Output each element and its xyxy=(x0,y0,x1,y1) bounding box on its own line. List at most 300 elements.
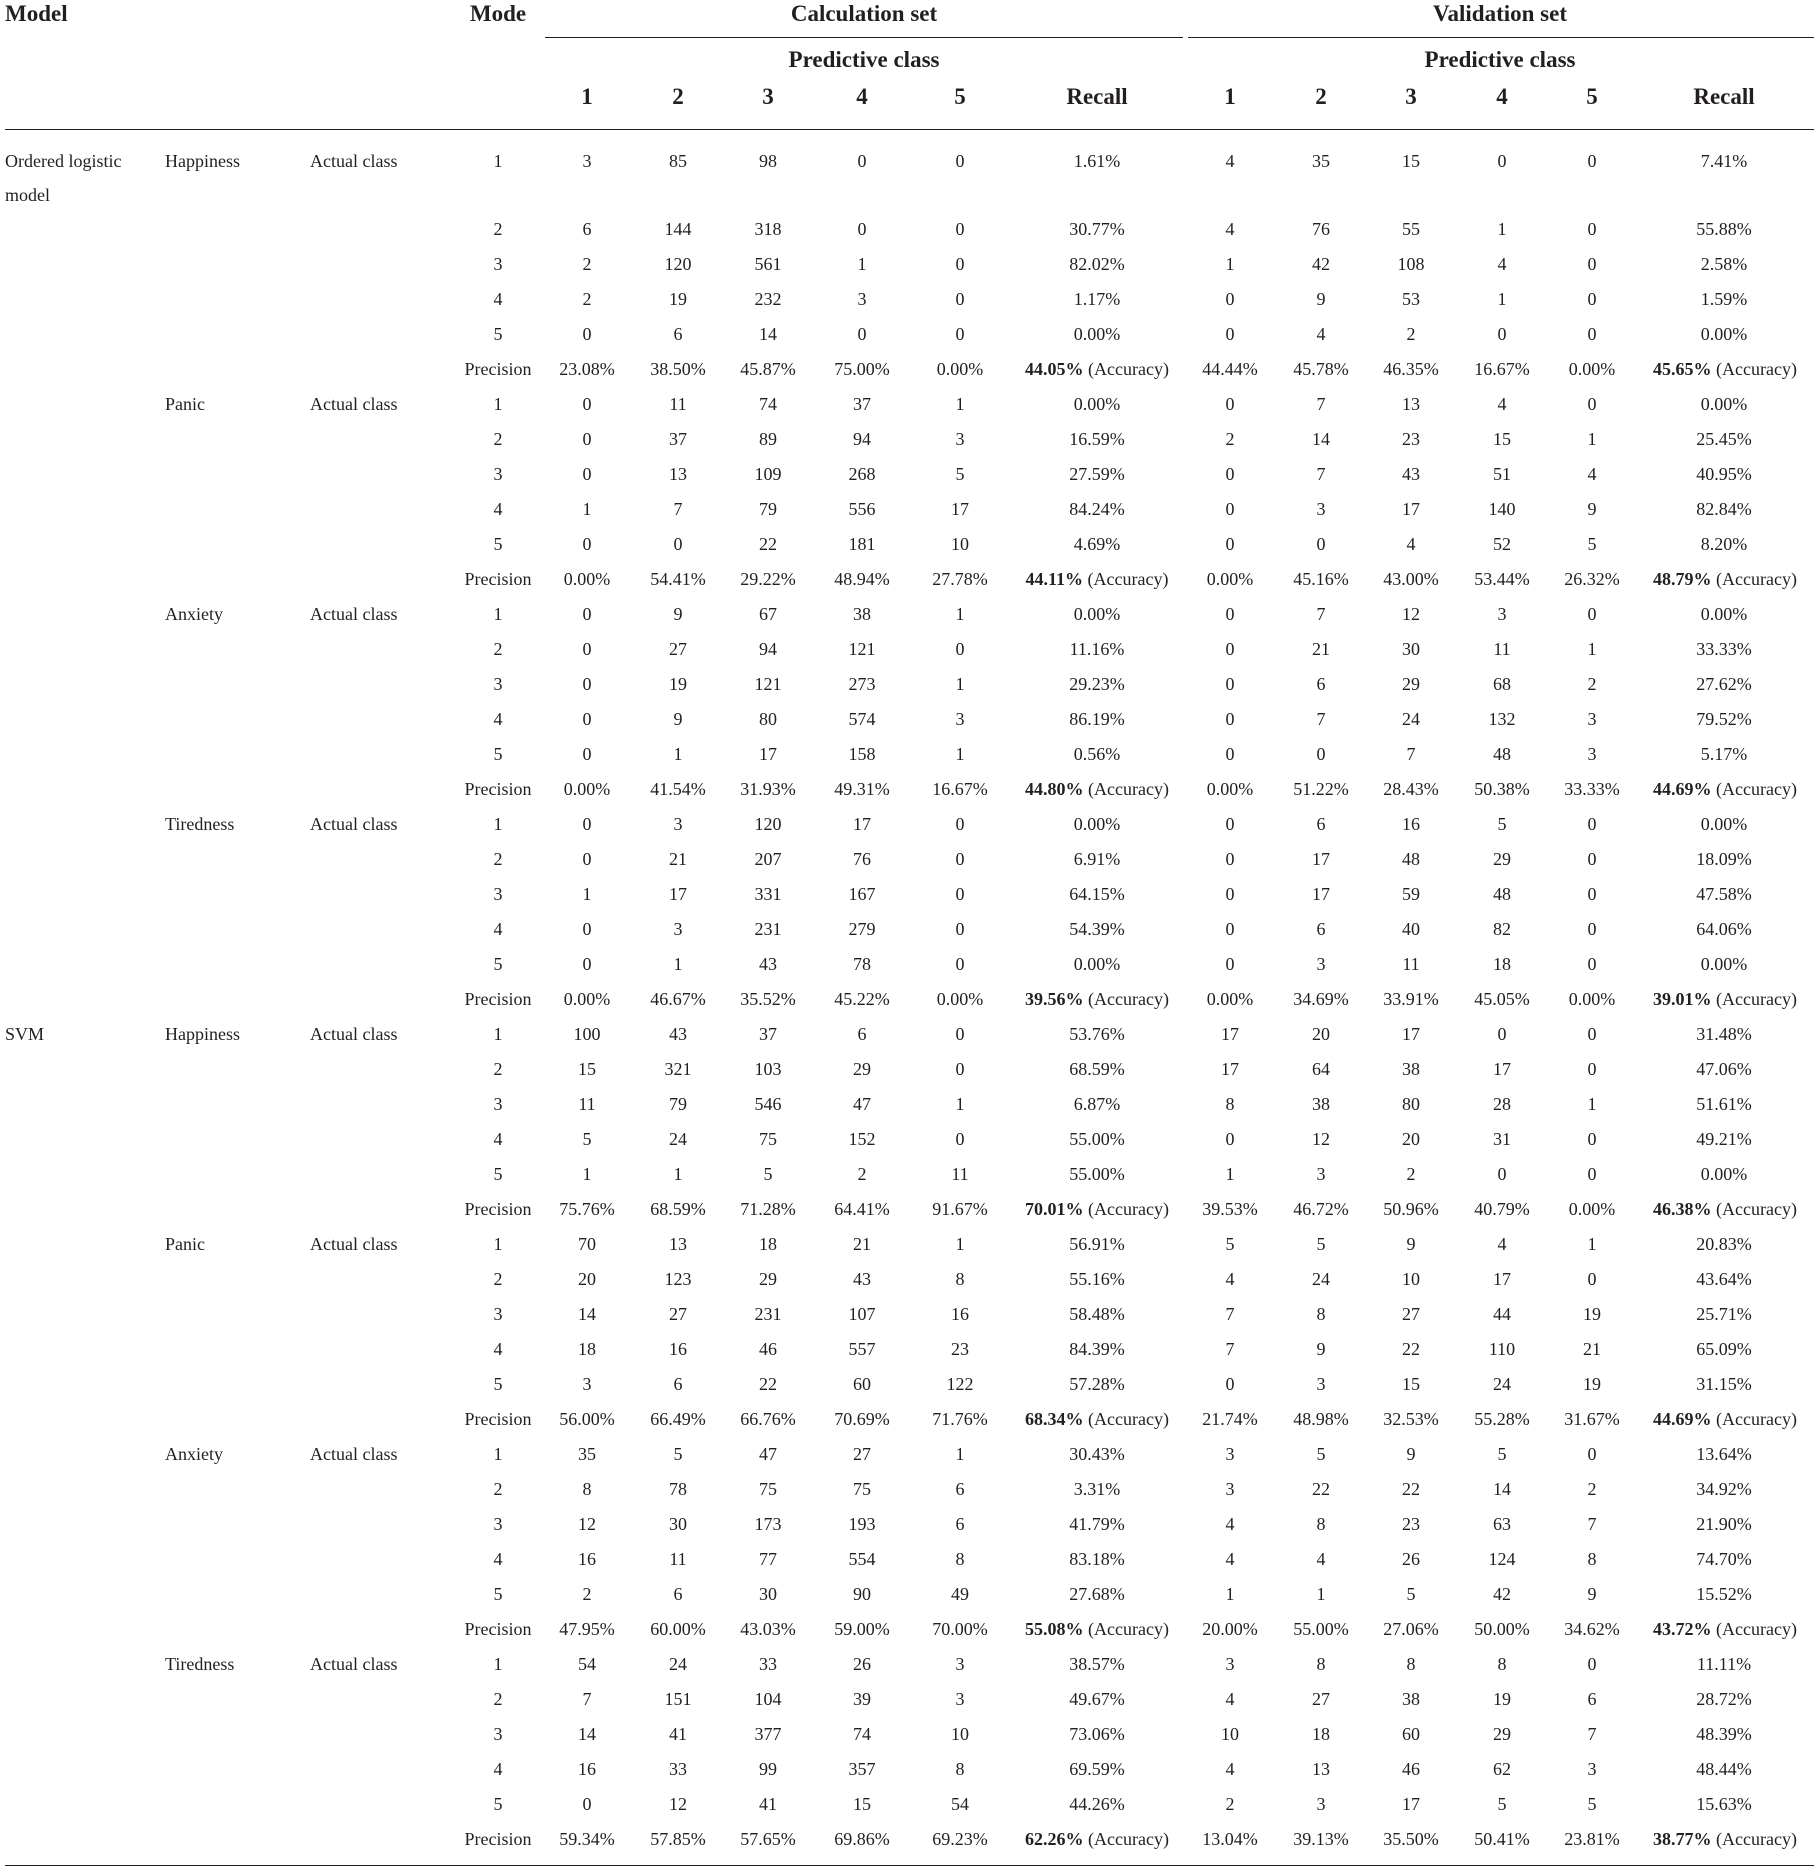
calc-precision-cell: 59.00% xyxy=(834,1619,890,1639)
calc-recall-cell: 1.61% xyxy=(1073,151,1121,171)
valid-precision-cell: 28.43% xyxy=(1383,779,1439,799)
accuracy-suffix: (Accuracy) xyxy=(1711,1829,1797,1849)
calc-count-cell: 554 xyxy=(848,1549,876,1569)
valid-precision-cell: 39.53% xyxy=(1202,1199,1258,1219)
valid-count-cell: 0 xyxy=(1587,254,1597,274)
calc-count-cell: 5 xyxy=(673,1444,683,1464)
valid-count-cell: 7 xyxy=(1225,1304,1235,1324)
valid-count-cell: 0 xyxy=(1587,849,1597,869)
calc-count-cell: 41 xyxy=(759,1794,777,1814)
calc-precision-cell: 0.00% xyxy=(563,989,611,1009)
calc-count-cell: 3 xyxy=(857,289,867,309)
valid-count-cell: 0 xyxy=(1225,324,1235,344)
actual-class-number: 1 xyxy=(493,151,503,171)
valid-count-cell: 17 xyxy=(1312,849,1330,869)
calc-count-cell: 20 xyxy=(578,1269,596,1289)
calc-precision-cell: 57.85% xyxy=(650,1829,706,1849)
calc-count-cell: 3 xyxy=(673,814,683,834)
valid-count-cell: 10 xyxy=(1221,1724,1239,1744)
valid-precision-cell: 55.00% xyxy=(1293,1619,1349,1639)
valid-recall-cell: 13.64% xyxy=(1696,1444,1752,1464)
calc-count-cell: 89 xyxy=(759,429,777,449)
valid-precision-cell: 55.28% xyxy=(1474,1409,1530,1429)
valid-precision-cell: 16.67% xyxy=(1474,359,1530,379)
calc-accuracy-cell xyxy=(997,1408,1197,1430)
calc-count-cell: 18 xyxy=(759,1234,777,1254)
valid-precision-cell: 43.00% xyxy=(1383,569,1439,589)
calc-count-cell: 5 xyxy=(955,464,965,484)
valid-count-cell: 0 xyxy=(1587,219,1597,239)
calc-count-cell: 0 xyxy=(955,1129,965,1149)
calc-count-cell: 27 xyxy=(669,1304,687,1324)
calc-count-cell: 76 xyxy=(853,849,871,869)
calc-precision-cell: 71.28% xyxy=(740,1199,796,1219)
valid-count-cell: 4 xyxy=(1497,394,1507,414)
actual-class-number: 2 xyxy=(493,429,503,449)
actual-class-number: 5 xyxy=(493,1164,503,1184)
calc-count-cell: 279 xyxy=(848,919,876,939)
calc-count-cell: 78 xyxy=(669,1479,687,1499)
valid-count-cell: 0 xyxy=(1316,534,1326,554)
valid-count-cell: 2 xyxy=(1225,429,1235,449)
calc-count-cell: 0 xyxy=(955,254,965,274)
valid-count-cell: 8 xyxy=(1316,1514,1326,1534)
valid-recall-cell: 1.59% xyxy=(1700,289,1748,309)
calc-precision-cell: 49.31% xyxy=(834,779,890,799)
calc-precision-cell: 45.87% xyxy=(740,359,796,379)
valid-precision-cell: 33.91% xyxy=(1383,989,1439,1009)
calc-count-cell: 1 xyxy=(955,1234,965,1254)
calc-accuracy-cell xyxy=(997,1198,1197,1220)
valid-count-cell: 7 xyxy=(1225,1339,1235,1359)
accuracy-suffix: (Accuracy) xyxy=(1083,1409,1169,1429)
calc-count-cell: 94 xyxy=(853,429,871,449)
precision-label: Precision xyxy=(464,779,532,799)
valid-precision-cell: 32.53% xyxy=(1383,1409,1439,1429)
calc-count-cell: 0 xyxy=(582,534,592,554)
valid-recall-cell: 47.06% xyxy=(1696,1059,1752,1079)
valid-count-cell: 3 xyxy=(1587,744,1597,764)
header-recall-valid: Recall xyxy=(1693,84,1755,109)
calc-count-cell: 1 xyxy=(955,394,965,414)
calc-count-cell: 556 xyxy=(848,499,876,519)
valid-count-cell: 0 xyxy=(1225,849,1235,869)
valid-count-cell: 22 xyxy=(1312,1479,1330,1499)
valid-count-cell: 0 xyxy=(1225,289,1235,309)
valid-accuracy-cell xyxy=(1625,778,1814,800)
valid-recall-cell: 15.52% xyxy=(1696,1584,1752,1604)
calc-count-cell: 6 xyxy=(673,1374,683,1394)
valid-count-cell: 20 xyxy=(1312,1024,1330,1044)
actual-class-number: 4 xyxy=(493,1129,503,1149)
actual-class-number: 4 xyxy=(493,499,503,519)
calc-accuracy-cell xyxy=(997,1618,1197,1640)
valid-recall-cell: 15.63% xyxy=(1696,1794,1752,1814)
calc-count-cell: 5 xyxy=(763,1164,773,1184)
calc-count-cell: 54 xyxy=(578,1654,596,1674)
valid-count-cell: 5 xyxy=(1497,814,1507,834)
calc-count-cell: 2 xyxy=(582,254,592,274)
calc-count-cell: 0 xyxy=(955,954,965,974)
calc-count-cell: 144 xyxy=(664,219,692,239)
calc-count-cell: 17 xyxy=(759,744,777,764)
valid-count-cell: 5 xyxy=(1587,534,1597,554)
calc-count-cell: 0 xyxy=(955,1024,965,1044)
calc-recall-cell: 0.00% xyxy=(1073,604,1121,624)
valid-count-cell: 108 xyxy=(1397,254,1425,274)
valid-count-cell: 42 xyxy=(1493,1584,1511,1604)
valid-count-cell: 60 xyxy=(1402,1724,1420,1744)
header-predictive-class-calc: Predictive class xyxy=(788,47,940,72)
calc-count-cell: 21 xyxy=(669,849,687,869)
calc-count-cell: 120 xyxy=(754,814,782,834)
valid-count-cell: 4 xyxy=(1497,1234,1507,1254)
valid-recall-cell: 65.09% xyxy=(1696,1339,1752,1359)
valid-count-cell: 1 xyxy=(1497,219,1507,239)
accuracy-value: 62.26% xyxy=(1025,1829,1084,1849)
valid-count-cell: 3 xyxy=(1225,1479,1235,1499)
valid-count-cell: 0 xyxy=(1225,534,1235,554)
calc-count-cell: 1 xyxy=(582,499,592,519)
calc-count-cell: 6 xyxy=(582,219,592,239)
calc-count-cell: 43 xyxy=(759,954,777,974)
calc-count-cell: 41 xyxy=(669,1724,687,1744)
calc-recall-cell: 54.39% xyxy=(1069,919,1125,939)
calc-count-cell: 207 xyxy=(754,849,782,869)
accuracy-value: 44.69% xyxy=(1653,779,1712,799)
calc-count-cell: 0 xyxy=(955,884,965,904)
actual-class-label: Actual class xyxy=(310,394,398,414)
calc-recall-cell: 0.00% xyxy=(1073,324,1121,344)
actual-class-number: 2 xyxy=(493,1059,503,1079)
calc-precision-cell: 23.08% xyxy=(559,359,615,379)
calc-count-cell: 1 xyxy=(582,884,592,904)
valid-count-cell: 4 xyxy=(1587,464,1597,484)
precision-label: Precision xyxy=(464,569,532,589)
actual-class-number: 4 xyxy=(493,1339,503,1359)
valid-precision-cell: 23.81% xyxy=(1564,1829,1620,1849)
calc-accuracy-cell xyxy=(997,568,1197,590)
header-class-calc: 3 xyxy=(762,84,774,109)
valid-accuracy-cell xyxy=(1625,358,1814,380)
calc-count-cell: 3 xyxy=(673,919,683,939)
valid-recall-cell: 20.83% xyxy=(1696,1234,1752,1254)
valid-recall-cell: 18.09% xyxy=(1696,849,1752,869)
actual-class-label: Actual class xyxy=(310,151,398,171)
model-name: SVM xyxy=(5,1024,45,1044)
valid-count-cell: 5 xyxy=(1316,1444,1326,1464)
valid-count-cell: 0 xyxy=(1497,1164,1507,1184)
calc-count-cell: 2 xyxy=(582,289,592,309)
calc-count-cell: 104 xyxy=(754,1689,782,1709)
calc-count-cell: 60 xyxy=(853,1374,871,1394)
valid-recall-cell: 40.95% xyxy=(1696,464,1752,484)
calc-count-cell: 6 xyxy=(673,324,683,344)
valid-count-cell: 15 xyxy=(1493,429,1511,449)
valid-count-cell: 8 xyxy=(1225,1094,1235,1114)
calc-count-cell: 318 xyxy=(754,219,782,239)
header-class-valid: 3 xyxy=(1405,84,1417,109)
valid-count-cell: 19 xyxy=(1583,1374,1601,1394)
calc-count-cell: 24 xyxy=(669,1654,687,1674)
calc-recall-cell: 69.59% xyxy=(1069,1759,1125,1779)
valid-count-cell: 0 xyxy=(1225,639,1235,659)
calc-count-cell: 357 xyxy=(848,1759,876,1779)
accuracy-suffix: (Accuracy) xyxy=(1711,989,1797,1009)
calc-precision-cell: 56.00% xyxy=(559,1409,615,1429)
valid-count-cell: 6 xyxy=(1587,1689,1597,1709)
valid-count-cell: 0 xyxy=(1587,151,1597,171)
actual-class-number: 3 xyxy=(493,884,503,904)
calc-accuracy-cell xyxy=(997,358,1197,380)
calc-count-cell: 0 xyxy=(582,709,592,729)
calc-count-cell: 574 xyxy=(848,709,876,729)
valid-accuracy-cell xyxy=(1625,1408,1814,1430)
valid-count-cell: 17 xyxy=(1493,1269,1511,1289)
calc-count-cell: 8 xyxy=(955,1759,965,1779)
valid-count-cell: 22 xyxy=(1402,1339,1420,1359)
calc-count-cell: 47 xyxy=(853,1094,871,1114)
valid-count-cell: 27 xyxy=(1402,1304,1420,1324)
calc-count-cell: 5 xyxy=(582,1129,592,1149)
calc-count-cell: 38 xyxy=(853,604,871,624)
valid-precision-cell: 31.67% xyxy=(1564,1409,1620,1429)
valid-recall-cell: 47.58% xyxy=(1696,884,1752,904)
valid-count-cell: 24 xyxy=(1493,1374,1511,1394)
calc-count-cell: 331 xyxy=(754,884,782,904)
valid-count-cell: 0 xyxy=(1225,394,1235,414)
calc-count-cell: 79 xyxy=(759,499,777,519)
header-class-valid: 5 xyxy=(1586,84,1598,109)
header-class-calc: 5 xyxy=(954,84,966,109)
calc-count-cell: 120 xyxy=(664,254,692,274)
valid-count-cell: 0 xyxy=(1587,919,1597,939)
calc-count-cell: 1 xyxy=(955,604,965,624)
calc-count-cell: 29 xyxy=(759,1269,777,1289)
calc-recall-cell: 0.00% xyxy=(1073,954,1121,974)
calc-count-cell: 75 xyxy=(853,1479,871,1499)
valid-count-cell: 0 xyxy=(1225,919,1235,939)
calc-count-cell: 0 xyxy=(673,534,683,554)
valid-count-cell: 17 xyxy=(1402,1794,1420,1814)
calc-count-cell: 0 xyxy=(955,639,965,659)
calc-recall-cell: 0.00% xyxy=(1073,814,1121,834)
valid-count-cell: 1 xyxy=(1497,289,1507,309)
mode-name: Anxiety xyxy=(165,604,223,624)
valid-count-cell: 24 xyxy=(1312,1269,1330,1289)
calc-recall-cell: 1.17% xyxy=(1073,289,1121,309)
calc-count-cell: 19 xyxy=(669,674,687,694)
valid-count-cell: 14 xyxy=(1493,1479,1511,1499)
calc-count-cell: 2 xyxy=(857,1164,867,1184)
calc-count-cell: 16 xyxy=(578,1759,596,1779)
calc-precision-cell: 45.22% xyxy=(834,989,890,1009)
valid-count-cell: 0 xyxy=(1225,1374,1235,1394)
calc-count-cell: 0 xyxy=(582,394,592,414)
actual-class-label: Actual class xyxy=(310,814,398,834)
calc-accuracy-cell xyxy=(997,988,1197,1010)
valid-count-cell: 0 xyxy=(1225,709,1235,729)
calc-recall-cell: 29.23% xyxy=(1069,674,1125,694)
valid-recall-cell: 79.52% xyxy=(1696,709,1752,729)
calc-recall-cell: 73.06% xyxy=(1069,1724,1125,1744)
valid-count-cell: 4 xyxy=(1225,151,1235,171)
valid-accuracy-cell xyxy=(1625,1618,1814,1640)
valid-count-cell: 18 xyxy=(1493,954,1511,974)
calc-count-cell: 0 xyxy=(582,324,592,344)
accuracy-suffix: (Accuracy) xyxy=(1083,1829,1169,1849)
calc-recall-cell: 84.24% xyxy=(1069,499,1125,519)
calc-count-cell: 0 xyxy=(955,324,965,344)
valid-precision-cell: 34.69% xyxy=(1293,989,1349,1009)
valid-count-cell: 9 xyxy=(1587,1584,1597,1604)
valid-precision-cell: 33.33% xyxy=(1564,779,1620,799)
valid-count-cell: 15 xyxy=(1402,1374,1420,1394)
calc-count-cell: 0 xyxy=(582,744,592,764)
accuracy-value: 68.34% xyxy=(1025,1409,1084,1429)
calc-recall-cell: 3.31% xyxy=(1073,1479,1121,1499)
valid-precision-cell: 45.16% xyxy=(1293,569,1349,589)
calc-count-cell: 37 xyxy=(853,394,871,414)
valid-count-cell: 24 xyxy=(1402,709,1420,729)
calc-count-cell: 14 xyxy=(578,1304,596,1324)
valid-count-cell: 3 xyxy=(1587,1759,1597,1779)
calc-count-cell: 80 xyxy=(759,709,777,729)
calc-precision-cell: 91.67% xyxy=(932,1199,988,1219)
calc-precision-cell: 48.94% xyxy=(834,569,890,589)
calc-recall-cell: 30.77% xyxy=(1069,219,1125,239)
valid-count-cell: 7 xyxy=(1316,604,1326,624)
actual-class-label: Actual class xyxy=(310,1024,398,1044)
valid-count-cell: 1 xyxy=(1587,429,1597,449)
valid-count-cell: 2 xyxy=(1225,1794,1235,1814)
valid-count-cell: 0 xyxy=(1225,674,1235,694)
accuracy-value: 46.38% xyxy=(1653,1199,1712,1219)
header-class-valid: 1 xyxy=(1224,84,1236,109)
valid-count-cell: 52 xyxy=(1493,534,1511,554)
valid-count-cell: 4 xyxy=(1225,1269,1235,1289)
valid-precision-cell: 50.38% xyxy=(1474,779,1530,799)
valid-count-cell: 9 xyxy=(1316,1339,1326,1359)
calc-count-cell: 85 xyxy=(669,151,687,171)
valid-recall-cell: 31.15% xyxy=(1696,1374,1752,1394)
calc-count-cell: 273 xyxy=(848,674,876,694)
calc-precision-cell: 16.67% xyxy=(932,779,988,799)
valid-precision-cell: 50.41% xyxy=(1474,1829,1530,1849)
valid-recall-cell: 0.00% xyxy=(1700,394,1748,414)
valid-count-cell: 4 xyxy=(1225,1689,1235,1709)
calc-count-cell: 75 xyxy=(759,1479,777,1499)
valid-count-cell: 11 xyxy=(1493,639,1511,659)
mode-name: Tiredness xyxy=(165,1654,235,1674)
actual-class-number: 5 xyxy=(493,954,503,974)
accuracy-value: 44.80% xyxy=(1025,779,1084,799)
valid-precision-cell: 13.04% xyxy=(1202,1829,1258,1849)
calc-precision-cell: 46.67% xyxy=(650,989,706,1009)
valid-count-cell: 35 xyxy=(1312,151,1330,171)
accuracy-suffix: (Accuracy) xyxy=(1083,569,1169,589)
valid-recall-cell: 43.64% xyxy=(1696,1269,1752,1289)
valid-accuracy-cell xyxy=(1625,988,1814,1010)
precision-label: Precision xyxy=(464,1619,532,1639)
valid-recall-cell: 48.39% xyxy=(1696,1724,1752,1744)
valid-count-cell: 64 xyxy=(1312,1059,1330,1079)
valid-accuracy-cell xyxy=(1625,1198,1814,1220)
valid-count-cell: 13 xyxy=(1312,1759,1330,1779)
calc-precision-cell: 59.34% xyxy=(559,1829,615,1849)
valid-count-cell: 0 xyxy=(1225,464,1235,484)
valid-precision-cell: 27.06% xyxy=(1383,1619,1439,1639)
actual-class-number: 5 xyxy=(493,534,503,554)
valid-count-cell: 1 xyxy=(1587,1094,1597,1114)
calc-count-cell: 0 xyxy=(955,919,965,939)
accuracy-suffix: (Accuracy) xyxy=(1083,1199,1169,1219)
valid-count-cell: 0 xyxy=(1587,1654,1597,1674)
calc-count-cell: 2 xyxy=(582,1584,592,1604)
valid-recall-cell: 82.84% xyxy=(1696,499,1752,519)
calc-recall-cell: 27.68% xyxy=(1069,1584,1125,1604)
calc-recall-cell: 44.26% xyxy=(1069,1794,1125,1814)
mode-name: Tiredness xyxy=(165,814,235,834)
header-bottom-rule xyxy=(5,129,1814,130)
header-model: Model xyxy=(5,1,68,26)
calc-count-cell: 22 xyxy=(759,534,777,554)
actual-class-number: 4 xyxy=(493,289,503,309)
calc-recall-cell: 16.59% xyxy=(1069,429,1125,449)
valid-count-cell: 12 xyxy=(1402,604,1420,624)
header-class-calc: 4 xyxy=(856,84,868,109)
valid-count-cell: 3 xyxy=(1316,1374,1326,1394)
calc-precision-cell: 70.69% xyxy=(834,1409,890,1429)
header-validation-set: Validation set xyxy=(1433,1,1567,26)
valid-recall-cell: 2.58% xyxy=(1700,254,1748,274)
calc-count-cell: 43 xyxy=(853,1269,871,1289)
calc-count-cell: 47 xyxy=(759,1444,777,1464)
calc-count-cell: 0 xyxy=(582,1794,592,1814)
calc-count-cell: 546 xyxy=(754,1094,782,1114)
valid-count-cell: 38 xyxy=(1402,1059,1420,1079)
calc-count-cell: 19 xyxy=(669,289,687,309)
calc-count-cell: 77 xyxy=(759,1549,777,1569)
valid-count-cell: 7 xyxy=(1316,464,1326,484)
calc-count-cell: 11 xyxy=(669,394,687,414)
valid-count-cell: 48 xyxy=(1402,849,1420,869)
calc-precision-cell: 69.23% xyxy=(932,1829,988,1849)
calc-count-cell: 29 xyxy=(853,1059,871,1079)
valid-count-cell: 19 xyxy=(1493,1689,1511,1709)
actual-class-number: 1 xyxy=(493,604,503,624)
accuracy-value: 44.11% xyxy=(1025,569,1084,589)
valid-count-cell: 44 xyxy=(1493,1304,1511,1324)
valid-count-cell: 62 xyxy=(1493,1759,1511,1779)
actual-class-number: 1 xyxy=(493,1654,503,1674)
calc-count-cell: 78 xyxy=(853,954,871,974)
calc-precision-cell: 75.76% xyxy=(559,1199,615,1219)
valid-precision-cell: 46.72% xyxy=(1293,1199,1349,1219)
valid-count-cell: 0 xyxy=(1587,394,1597,414)
accuracy-suffix: (Accuracy) xyxy=(1083,1619,1169,1639)
valid-count-cell: 21 xyxy=(1312,639,1330,659)
valid-count-cell: 22 xyxy=(1402,1479,1420,1499)
valid-recall-cell: 31.48% xyxy=(1696,1024,1752,1044)
valid-recall-cell: 64.06% xyxy=(1696,919,1752,939)
valid-count-cell: 76 xyxy=(1312,219,1330,239)
calc-count-cell: 3 xyxy=(955,1689,965,1709)
mode-name: Panic xyxy=(165,394,205,414)
calc-recall-cell: 49.67% xyxy=(1069,1689,1125,1709)
valid-count-cell: 0 xyxy=(1225,884,1235,904)
valid-count-cell: 38 xyxy=(1402,1689,1420,1709)
